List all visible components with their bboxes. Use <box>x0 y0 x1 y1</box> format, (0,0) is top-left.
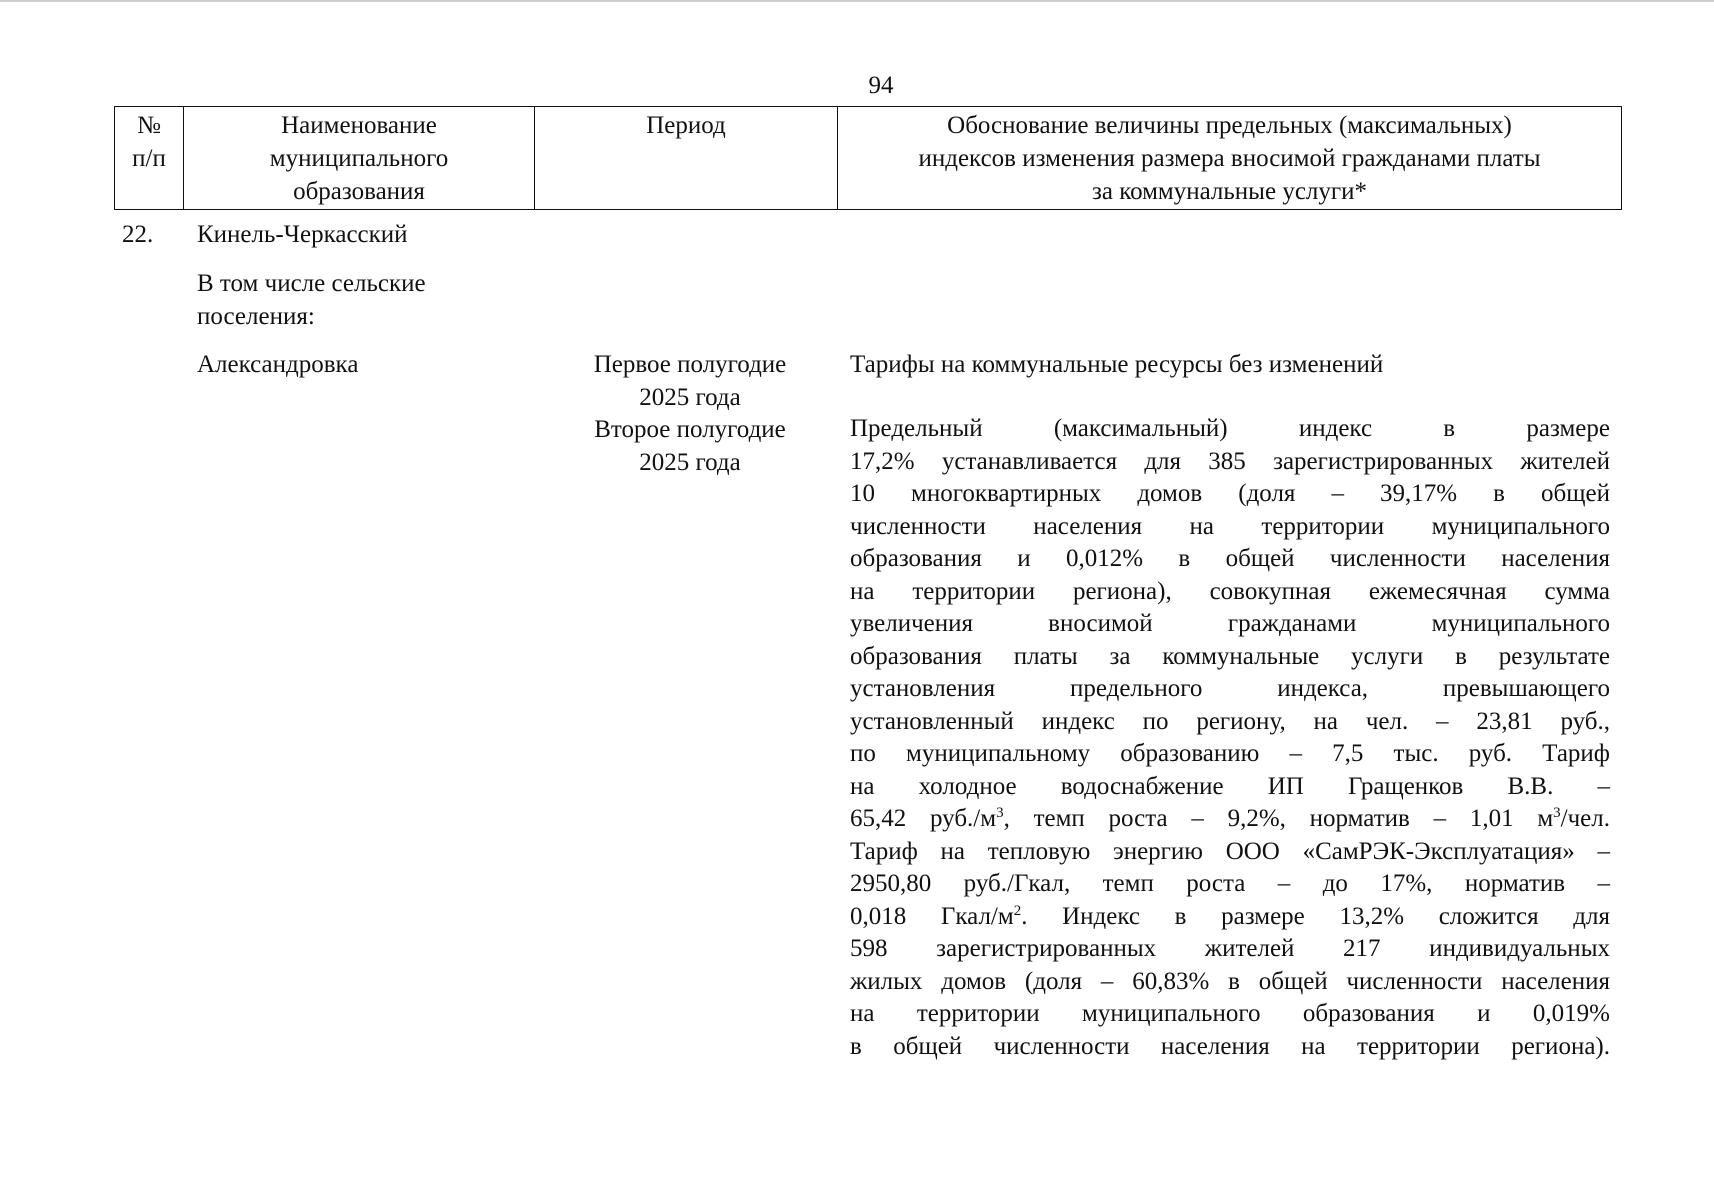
including-label-line: В том числе сельские <box>197 270 426 297</box>
header-col-municipality-line: Наименование <box>281 112 437 139</box>
header-col-period-line: Период <box>646 112 726 139</box>
header-col-justification-line: за коммунальные услуги* <box>1091 178 1368 205</box>
period-second-half <box>560 413 820 479</box>
table-header-row <box>115 107 1622 210</box>
justification-line: увеличения вносимой гражданами муниципального <box>850 610 1610 637</box>
justification-line: по муниципальному образованию – 7,5 тыс. руб. Тариф <box>850 740 1610 767</box>
justification-line: Предельный (максимальный) индекс в размере <box>850 415 1610 442</box>
justification-line: на холодное водоснабжение ИП Гращенков В.В. – <box>850 772 1610 800</box>
period-line: Второе полугодие <box>594 416 786 443</box>
justification-line: Тариф на тепловую энергию ООО «СамРЭК-Эксплуатация» – <box>850 837 1610 865</box>
justification-first-half: Тарифы на коммунальные ресурсы без изменений <box>850 351 1384 378</box>
header-col-justification-line: Обоснование величины предельных (максимальных) <box>947 112 1512 139</box>
scan-edge <box>0 0 1714 2</box>
header-col-municipality-line: муниципального <box>269 145 449 172</box>
period-first-half <box>560 348 820 414</box>
header-col-period <box>535 107 838 210</box>
including-label <box>197 267 497 333</box>
justification-line: установленный индекс по региону, на чел. – 23,81 руб., <box>850 707 1610 735</box>
row-number: 22. <box>122 221 154 248</box>
period-line: 2025 года <box>639 449 741 476</box>
including-label-line: поселения: <box>197 303 315 330</box>
justification-line: установления предельного индекса, превышающего <box>850 675 1610 702</box>
justification-line: 10 многоквартирных домов (доля – 39,17% в общей <box>850 480 1610 507</box>
header-col-justification <box>838 107 1622 210</box>
municipality-name: Кинель-Черкасский <box>197 221 408 248</box>
justification-line: на территории муниципального образования и 0,019% <box>850 1000 1610 1027</box>
header-col-justification-line: индексов изменения размера вносимой гражданами платы <box>918 145 1541 172</box>
period-line: Первое полугодие <box>593 351 787 378</box>
header-col-municipality <box>184 107 535 210</box>
header-col-number-line: № <box>137 112 161 139</box>
justification-line: образования и 0,012% в общей численности населения <box>850 545 1610 572</box>
justification-line: образования платы за коммунальные услуги в результате <box>850 642 1610 670</box>
table-header <box>114 106 1622 210</box>
period-line: 2025 года <box>639 384 741 411</box>
justification-line: на территории региона), совокупная ежемесячная сумма <box>850 577 1610 605</box>
justification-line: жилых домов (доля – 60,83% в общей численности населения <box>850 967 1610 995</box>
header-col-number <box>115 107 184 210</box>
justification-line: 17,2% устанавливается для 385 зарегистрированных жителей <box>850 447 1610 475</box>
settlement-name: Александровка <box>197 351 359 378</box>
justification-line: 598 зарегистрированных жителей 217 индивидуальных <box>850 935 1610 962</box>
page-number: 94 <box>868 72 894 99</box>
justification-line: в общей численности населения на территории региона). <box>850 1032 1610 1060</box>
header-col-number-line: п/п <box>132 145 166 172</box>
header-col-municipality-line: образования <box>293 178 425 205</box>
justification-line: 65,42 $руб./м^3$, темп роста – 9,2%, норматив – 1,01 $м^3$/чел. <box>850 805 1610 832</box>
justification-line: численности населения на территории муниципального <box>850 512 1610 540</box>
justification-second-half <box>850 413 1610 1063</box>
justification-line: 0,018 Гкал/$м^2$. Индекс в размере 13,2% сложится для <box>850 902 1610 930</box>
justification-line: 2950,80 руб./Гкал, темп роста – до 17%, норматив – <box>850 870 1610 897</box>
